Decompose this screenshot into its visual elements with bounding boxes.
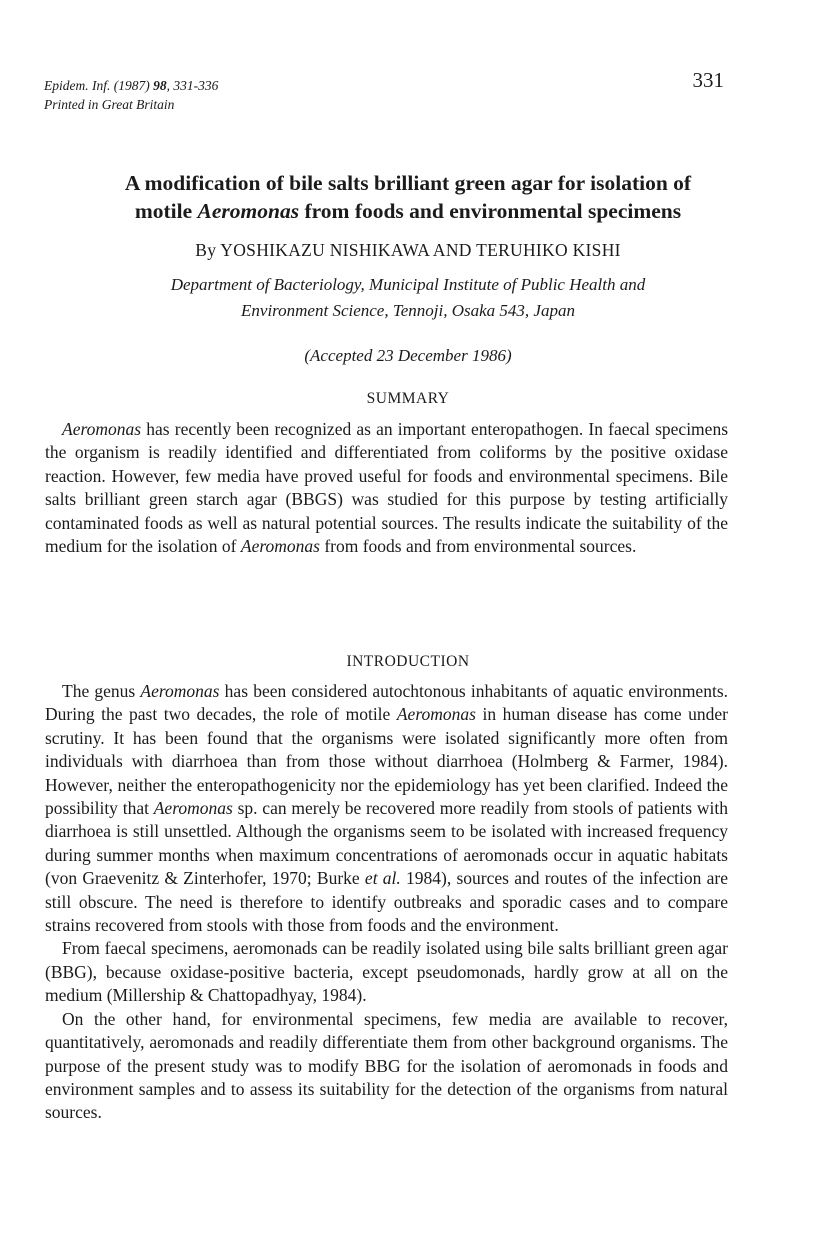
title-text-end: from foods and environmental specimens — [299, 199, 682, 223]
genus-name: Aeromonas — [140, 681, 220, 701]
paragraph-text: The genus — [62, 681, 141, 701]
introduction-body — [45, 680, 728, 1125]
accepted-date: (Accepted 23 December 1986) — [304, 346, 512, 365]
genus-name: Aeromonas — [153, 798, 233, 819]
journal-citation — [44, 76, 444, 114]
summary-text: has recently been recognized as an important enteropathogen. In faecal specimens the organism is readily identified and differentiated from coliforms by the positive oxidase reaction. However, few media have proved useful for foods and environmental specimens. Bile salts brilliant green starch agar (BBGS) was studied for this purpose by testing artificially contaminated foods as well as natural potential sources. The results indicate the suitability of the medium for the isolation of — [45, 419, 728, 557]
authors — [40, 240, 776, 261]
intro-paragraph-1 — [45, 680, 728, 937]
title-text: motile — [134, 199, 198, 223]
printed-in: Printed in Great Britain — [44, 97, 175, 112]
affiliation-line-2: Environment Science, Tennoji, Osaka 543, Japan — [241, 301, 575, 320]
summary-heading: SUMMARY — [366, 390, 450, 407]
paragraph-text: sp. can merely be recovered more readily from stools of patients with diarrhoea is still unsettled. Although the organisms seem to be isolated with increased frequency during summer months when maximum concentrations of aeromonads occur in aquatic habitats (von Graevenitz & Zinterhofer, 1970; Burke — [45, 798, 728, 889]
paragraph-text: 1984), sources and routes of the infection are still obscure. The need is therefore to identify outbreaks and sporadic cases and to compare strains recovered from stools with those from foods and the environment. — [45, 868, 729, 936]
intro-paragraph-2: From faecal specimens, aeromonads can be readily isolated using bile salts brilliant green agar (BBG), because oxidase-positive bacteria, except pseudomonads, hardly grow at all on the medium (Millership & Chattopadhyay, 1984). — [45, 938, 728, 1006]
author-names: YOSHIKAZU NISHIKAWA AND TERUHIKO KISHI — [220, 240, 621, 260]
by-label: By — [195, 240, 217, 260]
affiliation-line-1: Department of Bacteriology, Municipal Institute of Public Health and — [170, 275, 646, 294]
et-al: et al. — [364, 868, 401, 889]
title-line-2 — [40, 197, 776, 225]
journal-year: (1987) — [113, 78, 150, 93]
summary-text: from foods and from environmental sources. — [319, 536, 637, 557]
citation-line — [44, 76, 444, 95]
intro-paragraph-3: On the other hand, for environmental specimens, few media are available to recover, quantitatively, aeromonads and readily differentiate them from other background organisms. The purpose of the present study was to modify BBG for the isolation of aeromonads in foods and environment samples and to assess its suitability for the detection of the organisms from natural sources. — [45, 1008, 728, 1123]
page-number: 331 — [692, 68, 724, 92]
summary-body — [45, 418, 728, 558]
paragraph-text: in human disease has come under scrutiny. It has been found that the organisms were isolated significantly more often from individuals with diarrhoea than from those without diarrhoea (Holmberg & Farmer, 1984). However, neither the enteropathogenicity nor the epidemiology has yet been clarified. Indeed the possibility that — [45, 704, 728, 819]
paper-title — [40, 169, 776, 225]
affiliation — [60, 272, 756, 324]
journal-pages: , 331-336 — [166, 78, 219, 93]
journal-volume: 98 — [153, 78, 167, 93]
title-genus: Aeromonas — [197, 199, 300, 223]
introduction-heading: INTRODUCTION — [346, 653, 470, 670]
genus-name: Aeromonas — [62, 419, 142, 439]
genus-name: Aeromonas — [240, 536, 320, 557]
title-line-1: A modification of bile salts brilliant green agar for isolation of — [124, 171, 692, 195]
genus-name: Aeromonas — [396, 704, 476, 725]
summary-paragraph — [45, 418, 728, 558]
journal-name: Epidem. Inf. — [44, 78, 111, 93]
paragraph-text: has been considered autochtonous inhabitants of aquatic environments. During the past two decades, the role of motile — [45, 681, 729, 725]
